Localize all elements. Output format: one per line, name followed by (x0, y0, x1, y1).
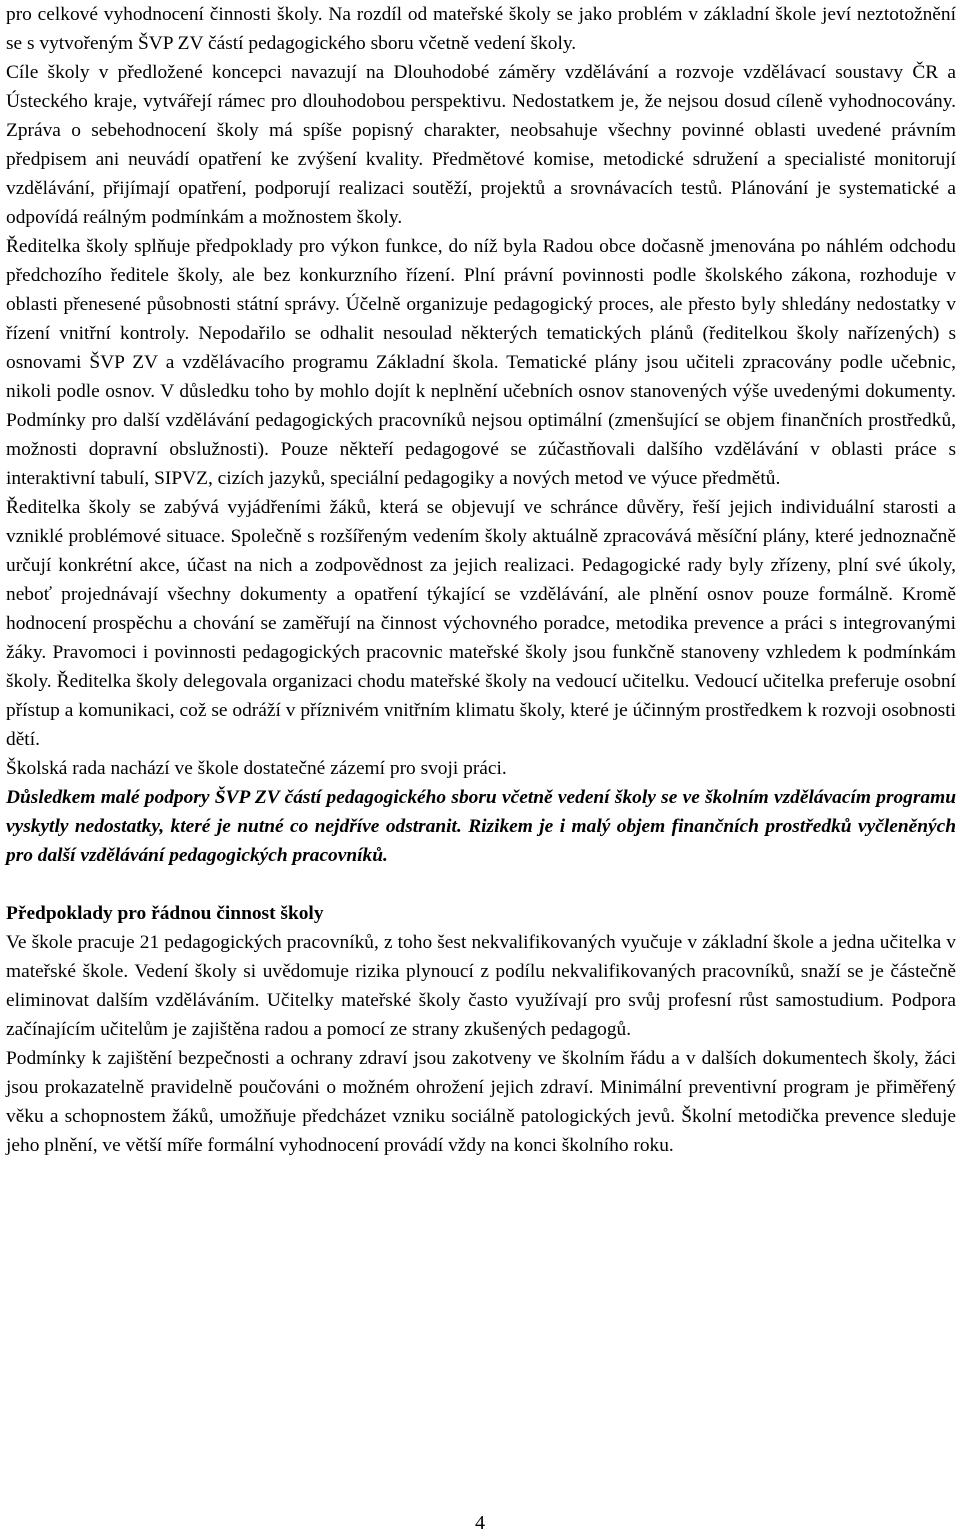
paragraph-goals: Cíle školy v předložené koncepci navazují na Dlouhodobé záměry vzdělávání a rozvoje vzdělávací soustavy ČR a Ústeckého kraje, vytvářejí rámec pro dlouhodobou perspektivu. Nedostatkem je, že nejsou dosud cíleně vyhodnocovány. Zpráva o sebehodnocení školy má spíše popisný charakter, neobsahuje všechny povinné oblasti uvedené právním předpisem ani neuvádí opatření ke zvýšení kvality. Předmětové komise, metodické sdružení a specialisté monitorují vzdělávání, přijímají opatření, podporují realizaci soutěží, projektů a srovnávacích testů. Plánování je systematické a odpovídá reálným podmínkám a možnostem školy. (6, 62, 956, 228)
paragraph-management: Ředitelka školy se zabývá vyjádřeními žáků, která se objevují ve schránce důvěry, řeší jejich individuální starosti a vzniklé problémové situace. Společně s rozšířeným vedením školy aktuálně zpracovává měsíční plány, které jednoznačně určují konkrétní akce, účast na nich a zodpovědnost za jejich realizaci. Pedagogické rady byly zřízeny, plní své úkoly, neboť projednávají všechny dokumenty a opatření týkající se vzdělávání, ale plnění osnov pouze formálně. Kromě hodnocení prospěchu a chování se zaměřují na činnost výchovného poradce, metodika prevence a práci s integrovanými žáky. Pravomoci i povinnosti pedagogických pracovnic mateřské školy jsou funkčně stanoveny vzhledem k podmínkám školy. Ředitelka školy delegovala organizaci chodu mateřské školy na vedoucí učitelku. Vedoucí učitelka preferuje osobní přístup a komunikaci, což se odráží v příznivém vnitřním klimatu školy, které je účinným prostředkem k rozvoji osobnosti dětí. (6, 497, 956, 750)
document-page (6, 0, 956, 1160)
paragraph-safety: Podmínky k zajištění bezpečnosti a ochrany zdraví jsou zakotveny ve školním řádu a v dalších dokumentech školy, žáci jsou prokazatelně pravidelně poučováni o možném ohrožení jejich zdraví. Minimální preventivní program je přiměřený věku a schopnostem žáků, umožňuje předcházet vzniku sociálně patologických jevů. Školní metodička prevence sleduje jeho plnění, ve větší míře formální vyhodnocení provádí vždy na konci školního roku. (6, 1048, 956, 1156)
section-heading: Předpoklady pro řádnou činnost školy (6, 903, 324, 924)
paragraph-headmistress: Ředitelka školy splňuje předpoklady pro výkon funkce, do níž byla Radou obce dočasně jmenována po náhlém odchodu předchozího ředitele školy, ale bez konkurzního řízení. Plní právní povinnosti podle školského zákona, rozhoduje v oblasti přenesené působnosti státní správy. Účelně organizuje pedagogický proces, ale přesto byly shledány nedostatky v řízení vnitřní kontroly. Nepodařilo se odhalit nesoulad některých tematických plánů (ředitelkou školy nařízených) s osnovami ŠVP ZV a vzdělávacího programu Základní škola. Tematické plány jsou učiteli zpracovány podle učebnic, nikoli podle osnov. V důsledku toho by mohlo dojít k neplnění učebních osnov stanovených výše uvedenými dokumenty. Podmínky pro další vzdělávání pedagogických pracovníků nejsou optimální (zmenšující se objem finančních prostředků, možnosti dopravní obslužnosti). Pouze někteří pedagogové se zúčastňovali dalšího vzdělávání v oblasti práce s interaktivní tabulí, SIPVZ, cizích jazyků, speciální pedagogiky a nových metod ve výuce předmětů. (6, 236, 956, 489)
paragraph-school-board: Školská rada nachází ve škole dostatečné zázemí pro svoji práci. (6, 758, 507, 779)
paragraph-continuation: pro celkové vyhodnocení činnosti školy. Na rozdíl od mateřské školy se jako problém v základní škole jeví neztotožnění se s vytvořeným ŠVP ZV částí pedagogického sboru včetně vedení školy. (6, 4, 956, 54)
page-number: 4 (475, 1512, 485, 1534)
conclusion-paragraph: Důsledkem malé podpory ŠVP ZV částí pedagogického sboru včetně vedení školy se ve školním vzdělávacím programu vyskytly nedostatky, které je nutné co nejdříve odstranit. Rizikem je i malý objem finančních prostředků vyčleněných pro další vzdělávání pedagogických pracovníků. (6, 787, 956, 866)
paragraph-staff: Ve škole pracuje 21 pedagogických pracovníků, z toho šest nekvalifikovaných vyučuje v základní škole a jedna učitelka v mateřské škole. Vedení školy si uvědomuje rizika plynoucí z podílu nekvalifikovaných pracovníků, snaží se je částečně eliminovat dalším vzděláváním. Učitelky mateřské školy často využívají pro svůj profesní růst samostudium. Podpora začínajícím učitelům je zajištěna radou a pomocí ze strany zkušených pedagogů. (6, 932, 956, 1040)
